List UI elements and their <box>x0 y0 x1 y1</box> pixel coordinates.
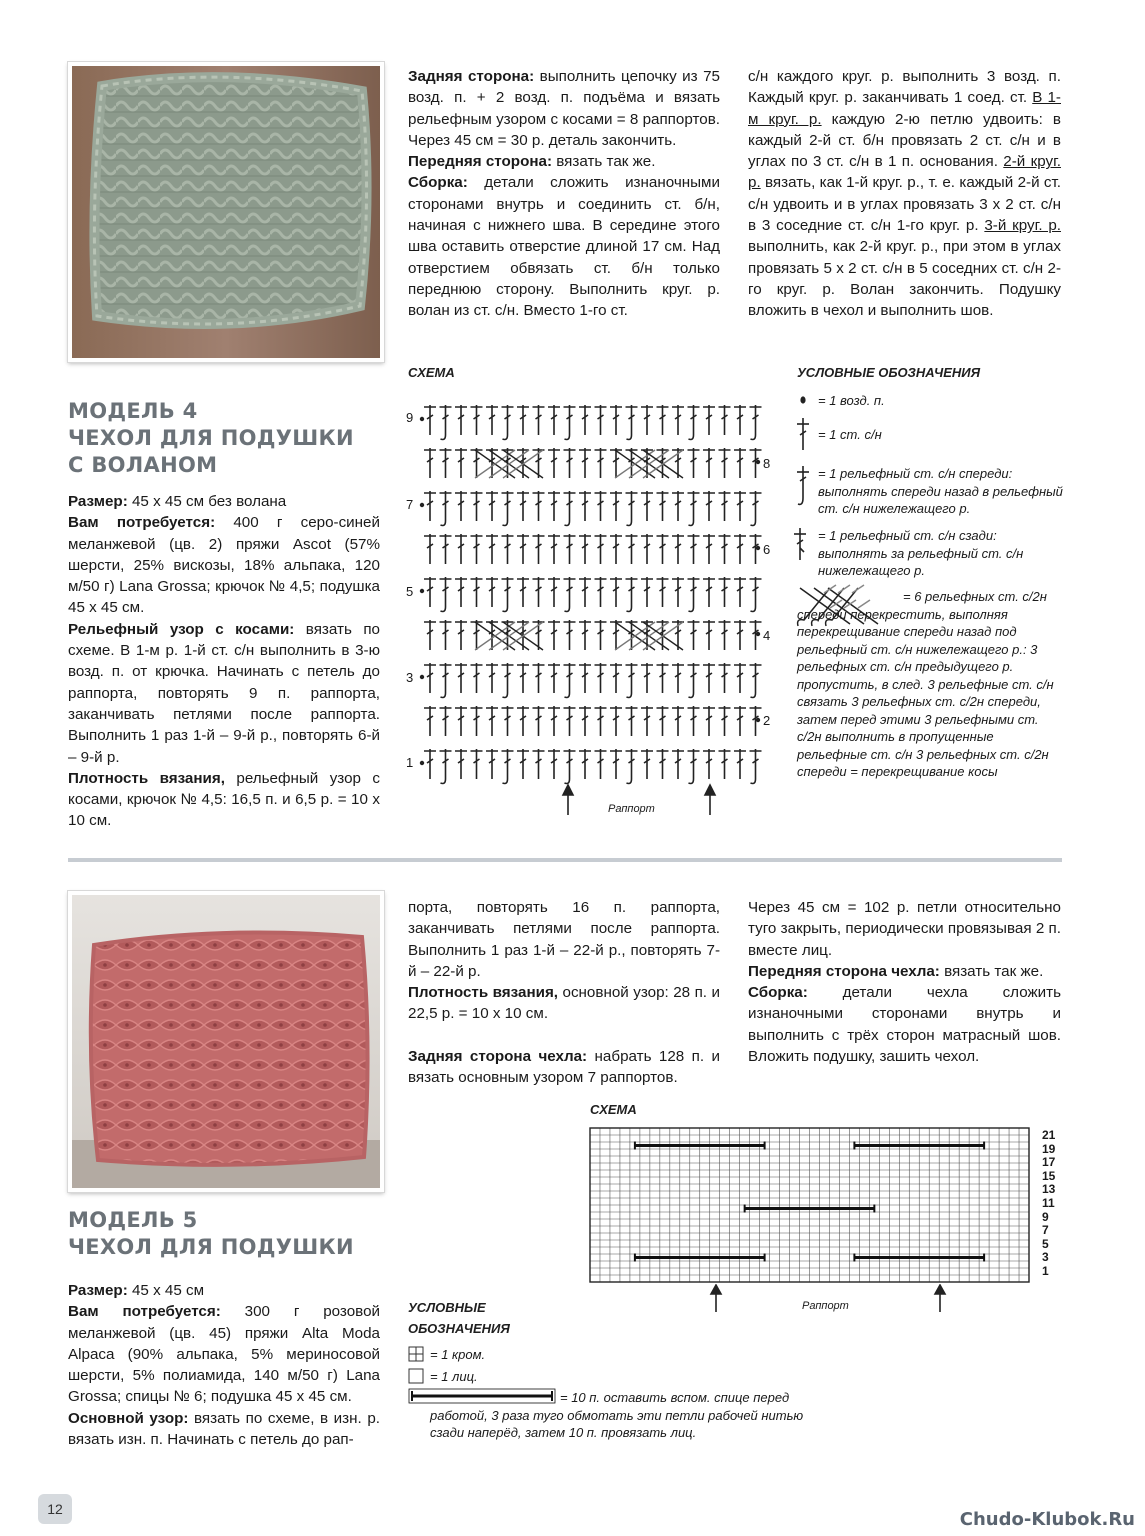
back-label: Задняя сторона: <box>408 68 535 85</box>
stitch-symbol <box>486 663 498 693</box>
stitch-symbol <box>734 405 746 435</box>
stitch-symbol <box>564 749 576 784</box>
stitch-symbol <box>595 534 607 564</box>
stitch-symbol <box>548 491 560 521</box>
stitch-symbol <box>595 491 607 521</box>
legend-knit: = 1 лиц. <box>430 1369 478 1384</box>
stitch-symbol <box>548 706 560 736</box>
stitch-symbol <box>533 663 545 693</box>
stitch-symbol <box>440 534 452 564</box>
stitch-symbol <box>626 706 638 736</box>
front-text: вязать так же. <box>939 962 1044 980</box>
stitch-symbol <box>455 706 467 736</box>
stitch-symbol <box>502 663 514 698</box>
stitch-symbol <box>533 534 545 564</box>
model5-col3 <box>748 897 1061 1067</box>
grid-row-21: 21 <box>1042 1128 1056 1142</box>
stitch-symbol <box>734 749 746 779</box>
chain-dot <box>756 546 760 550</box>
stitch-symbol <box>610 663 622 693</box>
model4-name-line2: С ВОЛАНОМ <box>68 453 218 477</box>
stitch-symbol <box>610 706 622 736</box>
stitch-symbol <box>564 620 576 650</box>
stitch-symbol <box>455 620 467 650</box>
stitch-symbol <box>641 577 653 607</box>
stitch-symbol <box>641 749 653 779</box>
chain-dot <box>420 503 424 507</box>
model5-name: ЧЕХОЛ ДЛЯ ПОДУШКИ <box>68 1235 354 1259</box>
stitch-symbol <box>703 534 715 564</box>
chain-dot <box>756 718 760 722</box>
stitch-symbol <box>471 577 483 607</box>
chain-dot <box>756 632 760 636</box>
col3-text-a: с/н каждого круг. р. выполнить 3 возд. п. Каждый круг. р. заканчивать 1 соед. ст. <box>748 68 1061 107</box>
round3-label: 3-й круг. р. <box>984 217 1061 235</box>
stitch-symbol <box>564 663 576 698</box>
stitch-symbol <box>641 534 653 564</box>
legend-label-line2: ОБОЗНАЧЕНИЯ <box>408 1321 510 1336</box>
stitch-symbol <box>734 491 746 521</box>
stitch-symbol <box>610 749 622 779</box>
stitch-symbol <box>517 491 529 521</box>
legend-cluster: = 10 п. оставить вспом. спице перед работой, 3 раза туго обмотать эти петли рабочей нитью сзади наперёд, затем 10 п. провязать лиц. <box>430 1390 804 1440</box>
model5-legend-label <box>408 1297 510 1339</box>
stitch-symbol <box>533 706 545 736</box>
stitch-symbol <box>424 663 436 693</box>
stitch-symbol <box>750 577 762 612</box>
materials-text: 400 г серо-синей меланжевой (цв. 2) пряжи Ascot (57% шерсти, 25% вискозы, 18% альпака, 120 м/50 г) Lana Grossa; крючок № 4,5; подушка 45 х 45 см. <box>68 514 380 617</box>
site-watermark: Chudo-Klubok.Ru <box>959 1509 1135 1530</box>
model4-legend-label: УСЛОВНЫЕ ОБОЗНАЧЕНИЯ <box>797 365 981 380</box>
stitch-symbol <box>688 620 700 650</box>
stitch-symbol <box>564 577 576 612</box>
stitch-symbol <box>424 749 436 779</box>
model4-col2 <box>408 66 720 322</box>
row-label-9: 9 <box>406 410 414 425</box>
row-label-1: 1 <box>406 755 414 770</box>
col3-text-b: каждую 2-ю петлю удвоить: в каждый 2-й ст. б/н провязать 2 ст. с/н и в углах по 3 ст. с/н в 1 п. основания. <box>748 110 1061 171</box>
pattern-continued: порта, повторять 16 п. раппорта, заканчивать петлями после раппорта. Выполнить 1 раз 1-й – 22-й р., повторять 7-й – 22-й р. <box>408 899 720 980</box>
stitch-symbol <box>533 577 545 607</box>
back-text: выполнить цепочку из 75 возд. п. + 2 возд. п. подъёма и вязать рельефным узором с косами = 8 раппортов. Через 45 см = 30 р. деталь закончить. <box>408 68 720 149</box>
stitch-symbol <box>455 663 467 693</box>
stitch-symbol <box>734 620 746 650</box>
grid-row-7: 7 <box>1042 1223 1049 1238</box>
stitch-symbol <box>502 405 514 440</box>
stitch-symbol <box>610 620 622 650</box>
stitch-symbol <box>424 706 436 736</box>
model5-scheme-label: СХЕМА <box>590 1102 637 1117</box>
rapport-label-model4: Раппорт <box>608 803 655 815</box>
front-post-icon <box>797 466 809 504</box>
stitch-symbol <box>548 663 560 693</box>
stitch-symbol <box>688 749 700 784</box>
stitch-symbol <box>517 534 529 564</box>
stitch-symbol <box>688 405 700 440</box>
col3-text-c: вязать, как 1-й круг. р., т. е. каждый 2-й ст. с/н удвоить и в углах провязать 3 х 2 ст. с/н в 3 соседние ст. с/н 1-го круг. р. <box>748 174 1061 235</box>
stitch-symbol <box>471 534 483 564</box>
round1-label: В 1-м круг. р. <box>748 89 1061 128</box>
grid-row-13: 13 <box>1042 1182 1056 1197</box>
assembly-label: Сборка: <box>408 174 468 192</box>
materials-label: Вам потребуется: <box>68 514 216 532</box>
stitch-symbol <box>440 448 452 478</box>
stitch-symbol <box>471 706 483 736</box>
stitch-symbol <box>564 706 576 736</box>
stitch-symbol <box>672 448 684 478</box>
stitch-symbol <box>657 491 669 521</box>
bind-off-text: Через 45 см = 102 р. петли относительно туго закрыть, периодически провязывая 2 п. вместе лиц. <box>748 899 1061 959</box>
stitch-symbol <box>579 491 591 521</box>
stitch-symbol <box>579 405 591 435</box>
row-label-3: 3 <box>406 670 414 685</box>
pattern-text: вязать по схеме. В 1-м р. 1-й ст. с/н выполнить в 3-ю возд. п. от крючка. Начинать с петель до раппорта, повторять 9 п. раппорта, заканчивать петлями после раппорта. Выполнить 1 раз 1-й – 9-й р., повторять 6-й – 9-й р. <box>68 620 380 766</box>
stitch-symbol <box>719 577 731 607</box>
stitch-symbol <box>626 405 638 440</box>
stitch-symbol <box>688 663 700 698</box>
stitch-symbol <box>502 491 514 526</box>
grid-row-11: 11 <box>1042 1195 1055 1210</box>
assembly-text: детали чехла сложить изнаночными сторонами внутрь и выполнить с трёх сторон матрасный шов. Вложить подушку, зашить чехол. <box>748 984 1061 1066</box>
stitch-symbol <box>734 577 746 607</box>
chain-dot <box>420 675 424 679</box>
knit-stitch-icon <box>409 1369 423 1383</box>
stitch-symbol <box>595 577 607 607</box>
stitch-symbol <box>641 405 653 435</box>
stitch-symbol <box>424 405 436 435</box>
size-label: Размер: <box>68 1282 128 1299</box>
row-label-7: 7 <box>406 497 414 512</box>
stitch-symbol <box>657 577 669 607</box>
stitch-symbol <box>548 448 560 478</box>
row-label-2: 2 <box>763 713 771 728</box>
legend-double-crochet: = 1 ст. с/н <box>818 427 882 442</box>
rapport-label-model5: Раппорт <box>802 1300 849 1312</box>
chain-dot <box>420 589 424 593</box>
page-number: 12 <box>38 1494 72 1524</box>
stitch-symbol <box>657 749 669 779</box>
stitch-symbol <box>688 577 700 612</box>
legend-back-post: = 1 рельефный ст. с/н сзади: выполнять за рельефный ст. с/н нижележащего р. <box>818 528 1024 578</box>
stitch-symbol <box>703 620 715 650</box>
density-label: Плотность вязания, <box>408 984 559 1002</box>
stitch-symbol <box>564 534 576 564</box>
stitch-symbol <box>610 577 622 607</box>
stitch-symbol <box>455 534 467 564</box>
stitch-symbol <box>703 491 715 521</box>
stitch-symbol <box>564 491 576 526</box>
stitch-symbol <box>626 491 638 526</box>
stitch-symbol <box>424 491 436 521</box>
stitch-symbol <box>672 663 684 693</box>
legend-cable-cross: = 6 рельефных ст. с/2н спереди перекрестить, выполняя перекрещивание спереди назад под рельефный ст. с/н нижележащего р.: 3 рельефных ст. с/н предыдущего р. пропустить, в след. 3 рельефные ст. с/н связать 3 рельефных ст. с/2н спереди, затем перед этими 3 рельефными ст. с/2н выполнить в пропущенные рельефные ст. с/н 3 рельефных ст. с/2н спереди = перекрещивание косы <box>797 589 1054 779</box>
stitch-symbol <box>440 577 452 612</box>
stitch-symbol <box>672 620 684 650</box>
crochet-chart <box>400 395 780 820</box>
stitch-symbol <box>595 620 607 650</box>
stitch-symbol <box>750 663 762 698</box>
col3-text-d: выполнить, как 2-й круг. р., при этом в углах провязать 5 х 2 ст. с/н в 5 соседних ст. с/н 2-го круг. р. Волан закончить. Подушку вложить в чехол и выполнить шов. <box>748 238 1061 320</box>
stitch-symbol <box>703 749 715 779</box>
stitch-symbol <box>672 405 684 435</box>
density-text: основной узор: 28 п. и 22,5 р. = 10 х 10 см. <box>408 984 720 1023</box>
stitch-symbol <box>688 448 700 478</box>
stitch-symbol <box>688 491 700 526</box>
stitch-symbol <box>440 749 452 784</box>
front-text: вязать так же. <box>552 153 656 171</box>
stitch-symbol <box>564 405 576 440</box>
stitch-symbol <box>486 534 498 564</box>
stitch-symbol <box>455 577 467 607</box>
stitch-symbol <box>719 405 731 435</box>
stitch-symbol <box>703 405 715 435</box>
double-crochet-icon <box>797 418 809 450</box>
stitch-symbol <box>455 749 467 779</box>
stitch-symbol <box>579 577 591 607</box>
stitch-symbol <box>502 706 514 736</box>
stitch-symbol <box>610 491 622 521</box>
edge-stitch-icon <box>409 1347 423 1361</box>
stitch-symbol <box>517 405 529 435</box>
chain-dot <box>420 417 424 421</box>
stitch-symbol <box>471 663 483 693</box>
stitch-symbol <box>672 491 684 521</box>
stitch-symbol <box>734 663 746 693</box>
stitch-symbol <box>579 706 591 736</box>
stitch-symbol <box>455 405 467 435</box>
stitch-symbol <box>719 663 731 693</box>
stitch-symbol <box>641 491 653 521</box>
back-post-icon <box>794 528 806 560</box>
pattern-text: вязать по схеме, в изн. р. вязать изн. п. Начинать с петель до рап- <box>68 1409 380 1449</box>
pattern-label: Рельефный узор с косами: <box>68 620 295 638</box>
stitch-symbol <box>703 448 715 478</box>
legend-chain: = 1 возд. п. <box>818 393 885 408</box>
legend-edge: = 1 кром. <box>430 1347 486 1362</box>
density-text: рельефный узор с косами, крючок № 4,5: 16,5 п. и 6,5 р. = 10 х 10 см. <box>68 769 380 830</box>
materials-label: Вам потребуется: <box>68 1303 221 1321</box>
stitch-symbol <box>595 706 607 736</box>
stitch-symbol <box>626 749 638 784</box>
stitch-symbol <box>579 620 591 650</box>
density-label: Плотность вязания, <box>68 769 225 787</box>
stitch-symbol <box>440 620 452 650</box>
stitch-symbol <box>548 534 560 564</box>
stitch-symbol <box>440 706 452 736</box>
row-label-8: 8 <box>763 456 771 471</box>
stitch-symbol <box>548 577 560 607</box>
size-text: 45 х 45 см <box>127 1282 205 1299</box>
stitch-symbol <box>719 448 731 478</box>
stitch-symbol <box>486 749 498 779</box>
stitch-symbol <box>595 663 607 693</box>
model4-title <box>68 398 354 479</box>
stitch-symbol <box>734 706 746 736</box>
stitch-symbol <box>517 577 529 607</box>
model5-number: МОДЕЛЬ 5 <box>68 1208 198 1232</box>
materials-text: 300 г розовой меланжевой (цв. 45) пряжи Alta Moda Alpaca (90% альпака, 5% мериносовой шерсти, 5% полиамида, 140 м/50 г) Lana Grossa; спицы № 6; подушка 45 х 45 см. <box>68 1303 381 1406</box>
model4-col1 <box>68 491 380 832</box>
pillow-photo-model4 <box>68 62 384 362</box>
stitch-symbol <box>455 448 467 478</box>
model5-title <box>68 1207 354 1261</box>
stitch-symbol <box>595 448 607 478</box>
stitch-symbol <box>486 405 498 435</box>
stitch-symbol <box>564 448 576 478</box>
model5-col2 <box>408 897 720 1088</box>
round2-label: 2-й круг. р. <box>748 153 1061 192</box>
stitch-symbol <box>719 491 731 521</box>
stitch-symbol <box>517 706 529 736</box>
stitch-symbol <box>471 749 483 779</box>
size-label: Размер: <box>68 493 128 510</box>
stitch-symbol <box>517 749 529 779</box>
legend-front-post: = 1 рельефный ст. с/н спереди: выполнять спереди назад в рельефный ст. с/н нижележащего р. <box>818 466 1063 516</box>
row-label-4: 4 <box>763 628 771 643</box>
model4-col3 <box>748 66 1061 322</box>
size-text: 45 х 45 см без волана <box>127 493 287 510</box>
stitch-symbol <box>703 706 715 736</box>
stitch-symbol <box>579 534 591 564</box>
stitch-symbol <box>610 534 622 564</box>
stitch-symbol <box>440 491 452 526</box>
model5-col1 <box>68 1280 380 1450</box>
stitch-symbol <box>719 749 731 779</box>
stitch-symbol <box>579 749 591 779</box>
stitch-symbol <box>471 405 483 435</box>
stitch-symbol <box>486 491 498 521</box>
pattern-label: Основной узор: <box>68 1409 189 1427</box>
stitch-symbol <box>502 749 514 784</box>
chain-dot <box>420 761 424 765</box>
stitch-symbol <box>672 534 684 564</box>
stitch-symbol <box>688 706 700 736</box>
stitch-symbol <box>595 749 607 779</box>
stitch-symbol <box>703 577 715 607</box>
stitch-symbol <box>533 749 545 779</box>
stitch-symbol <box>750 749 762 784</box>
grid-row-9: 9 <box>1042 1209 1049 1224</box>
stitch-symbol <box>610 405 622 435</box>
back-text: набрать 128 п. и вязать основным узором 7 раппортов. <box>408 1047 720 1087</box>
stitch-symbol <box>424 577 436 607</box>
stitch-symbol <box>641 706 653 736</box>
knitting-grid-chart <box>588 1126 1042 1284</box>
stitch-symbol <box>719 620 731 650</box>
stitch-symbol <box>548 749 560 779</box>
chain-dot <box>756 460 760 464</box>
stitch-symbol <box>734 534 746 564</box>
stitch-symbol <box>579 448 591 478</box>
stitch-symbol <box>471 491 483 521</box>
stitch-symbol <box>579 663 591 693</box>
stitch-symbol <box>548 405 560 435</box>
stitch-symbol <box>719 706 731 736</box>
stitch-symbol <box>517 663 529 693</box>
stitch-symbol <box>502 577 514 612</box>
stitch-symbol <box>657 405 669 435</box>
stitch-symbol <box>424 620 436 650</box>
grid-row-19: 19 <box>1042 1141 1056 1156</box>
stitch-symbol <box>719 534 731 564</box>
stitch-symbol <box>455 491 467 521</box>
stitch-symbol <box>734 448 746 478</box>
stitch-symbol <box>626 663 638 698</box>
stitch-symbol <box>440 405 452 440</box>
model4-name-line1: ЧЕХОЛ ДЛЯ ПОДУШКИ <box>68 426 354 450</box>
stitch-symbol <box>641 663 653 693</box>
grid-row-3: 3 <box>1042 1250 1049 1265</box>
stitch-symbol <box>486 706 498 736</box>
model4-number: МОДЕЛЬ 4 <box>68 399 198 423</box>
front-label: Передняя сторона: <box>408 153 553 171</box>
stitch-symbol <box>688 534 700 564</box>
stitch-symbol <box>672 749 684 779</box>
stitch-symbol <box>657 534 669 564</box>
assembly-text: детали сложить изнаночными сторонами внутрь и соединить ст. б/н, начиная с нижнего шва. В середине этого шва оставить отверстие длиной 17 см. Над отверстием обвязать ст. б/н только переднюю сторону. Выполнить круг. р. волан из ст. с/н. Вместо 1-го ст. <box>408 174 720 320</box>
stitch-symbol <box>672 706 684 736</box>
grid-row-15: 15 <box>1042 1168 1056 1183</box>
stitch-symbol <box>440 663 452 698</box>
assembly-label: Сборка: <box>748 984 808 1002</box>
stitch-symbol <box>424 448 436 478</box>
model4-scheme-label: СХЕМА <box>408 365 455 380</box>
stitch-symbol <box>626 534 638 564</box>
stitch-symbol <box>533 491 545 521</box>
pillow-photo-model5 <box>68 891 384 1192</box>
stitch-symbol <box>610 448 622 478</box>
grid-row-17: 17 <box>1042 1155 1056 1170</box>
stitch-symbol <box>657 706 669 736</box>
stitch-symbol <box>486 577 498 607</box>
grid-row-5: 5 <box>1042 1236 1049 1251</box>
stitch-symbol <box>703 663 715 693</box>
chain-stitch-icon <box>800 396 805 403</box>
stitch-symbol <box>750 491 762 526</box>
grid-row-1: 1 <box>1042 1263 1049 1278</box>
stitch-symbol <box>595 405 607 435</box>
stitch-symbol <box>424 534 436 564</box>
section-divider <box>68 858 1062 862</box>
stitch-symbol <box>626 577 638 612</box>
legend-label-line1: УСЛОВНЫЕ <box>408 1300 486 1315</box>
back-label: Задняя сторона чехла: <box>408 1047 588 1065</box>
stitch-symbol <box>548 620 560 650</box>
stitch-symbol <box>502 534 514 564</box>
stitch-symbol <box>657 663 669 693</box>
row-label-5: 5 <box>406 584 414 599</box>
grid-row-labels <box>1042 1129 1055 1279</box>
front-label: Передняя сторона чехла: <box>748 962 940 980</box>
row-label-6: 6 <box>763 542 771 557</box>
stitch-symbol <box>672 577 684 607</box>
stitch-symbol <box>533 405 545 435</box>
stitch-symbol <box>750 405 762 440</box>
